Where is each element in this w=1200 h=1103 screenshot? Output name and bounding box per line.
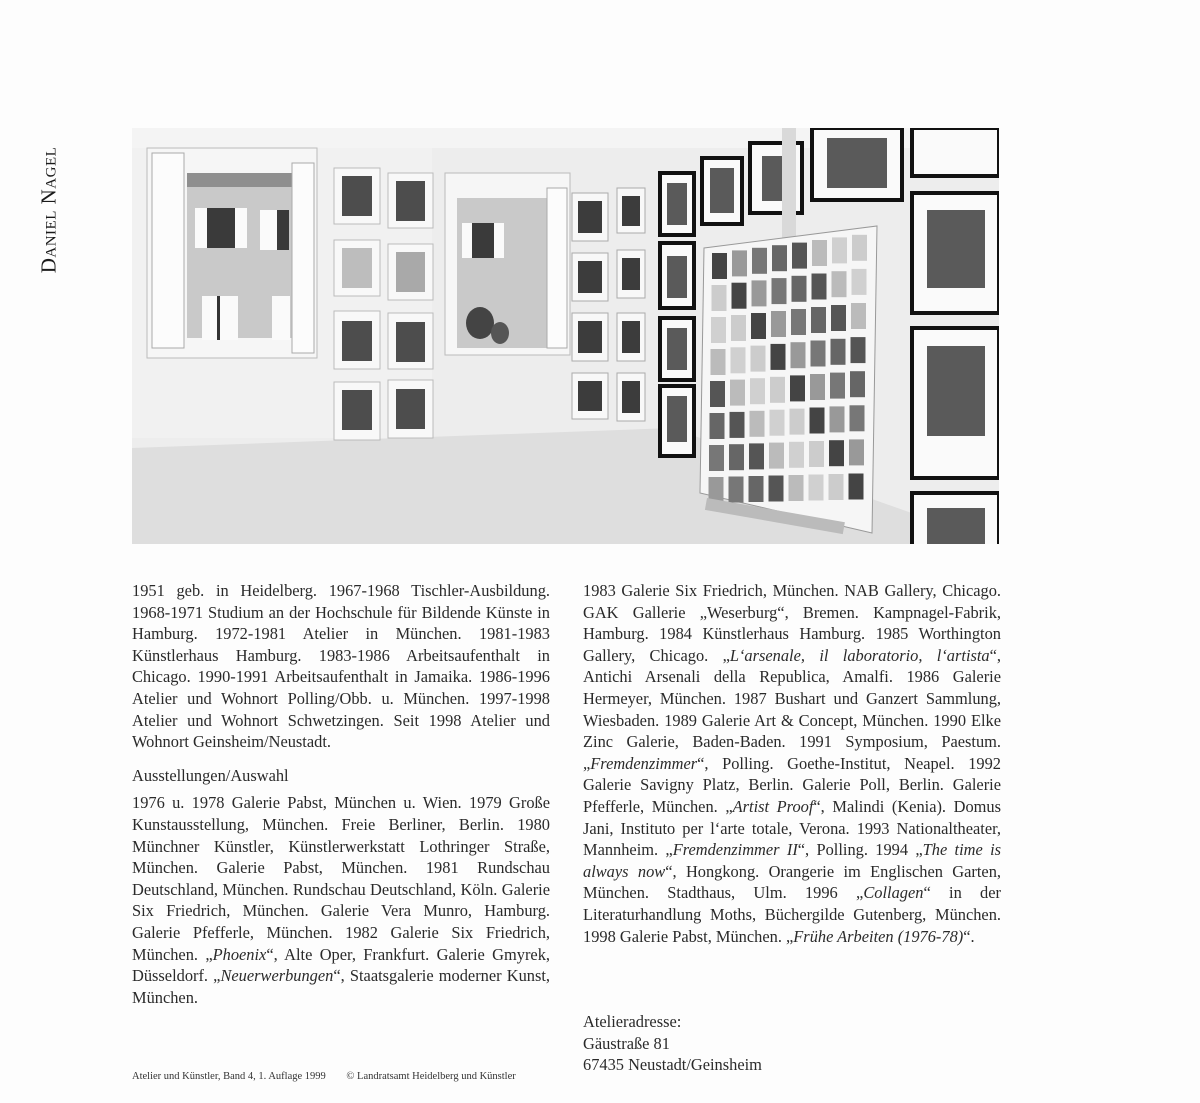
biography-text: 1951 geb. in Heidelberg. 1967-1968 Tischler-Ausbildung. 1968-1971 Studium an der Hochschule für Bildende Künste in Hamburg. 1972-1981 Atelier in München. 1981-1983 Künstlerhaus Hamburg. 1983-1986 Arbeitsaufenthalt in Chicago. 1990-1991 Arbeitsaufenthalt in Jamaika. 1986-1996 Atelier und Wohnort Polling/Obb. u. München. 1997-1998 Atelier und Wohnort Schwetzingen. Seit 1998 Atelier und Wohnort Geinsheim/Neustadt. [132,581,550,752]
right-text-column [583,580,1001,947]
copyright-notice: © Landratsamt Heidelberg und Künstler [346,1071,516,1082]
right-window [445,173,570,355]
artist-name: Daniel Nagel [36,146,61,274]
left-window [147,148,317,358]
address-city: 67435 Neustadt/Geinsheim [583,1055,762,1075]
publication-info: Atelier und Künstler, Band 4, 1. Auflage 1999 [132,1071,326,1082]
artist-name-vertical [34,130,64,290]
portrait-tile-panel [700,226,877,533]
exhibitions-heading: Ausstellungen/Auswahl [132,765,289,785]
exhibitions-text-right: 1983 Galerie Six Friedrich, München. NAB Gallery, Chicago. GAK Gallerie „Weserburg“, Bremen. Kampnagel-Fabrik, Hamburg. 1984 Künstlerhaus Hamburg. 1985 Worthington Gallery, Chicago. „L‘arsenale, il laboratorio, l‘artista“, Antichi Arsenali della Republica, Amalfi. 1986 Galerie Hermeyer, München. 1987 Bushart und Ganzert Sammlung, Wiesbaden. 1989 Galerie Art & Concept, München. 1990 Elke Zinc Galerie, Baden-Baden. 1991 Symposium, Paestum. „Fremdenzimmer“, Polling. Goethe-Institut, Neapel. 1992 Galerie Savigny Platz, Berlin. Galerie Poll, Berlin. Galerie Pfefferle, München. „Artist Proof“, Malindi (Kenia). Domus Jani, Instituto per l‘arte totale, Verona. 1993 Nationaltheater, Mannheim. „Fremdenzimmer II“, Polling. 1994 „The time is always now“, Hongkong. Orangerie im Englischen Garten, München. Stadthaus, Ulm. 1996 „Collagen“ in der Literaturhandlung Moths, Büchergilde Gutenberg, München. 1998 Galerie Pabst, München. „Frühe Arbeiten (1976-78)“. [583,581,1002,946]
page-footer [132,1071,516,1082]
left-text-column [132,580,550,1008]
address-label: Atelieradresse: [583,1012,682,1031]
exhibition-photo [132,128,999,544]
address-street: Gäustraße 81 [583,1033,670,1053]
studio-address [583,1011,762,1076]
exhibitions-text-left: 1976 u. 1978 Galerie Pabst, München u. Wien. 1979 Große Kunstausstellung, München. Freie Berliner, Berlin. 1980 Münchner Künstler, Künstlerwerkstatt Lothringer Straße, München. Galerie Pabst, München. 1981 Rundschau Deutschland, München. Rundschau Deutschland, Köln. Galerie Six Friedrich, München. Galerie Vera Munro, Hamburg. Galerie Pfefferle, München. 1982 Galerie Six Friedrich, München. „Phoenix“, Alte Oper, Frankfurt. Galerie Gmyrek, Düsseldorf. „Neuerwerbungen“, Staatsgalerie moderner Kunst, München. [132,793,550,1007]
